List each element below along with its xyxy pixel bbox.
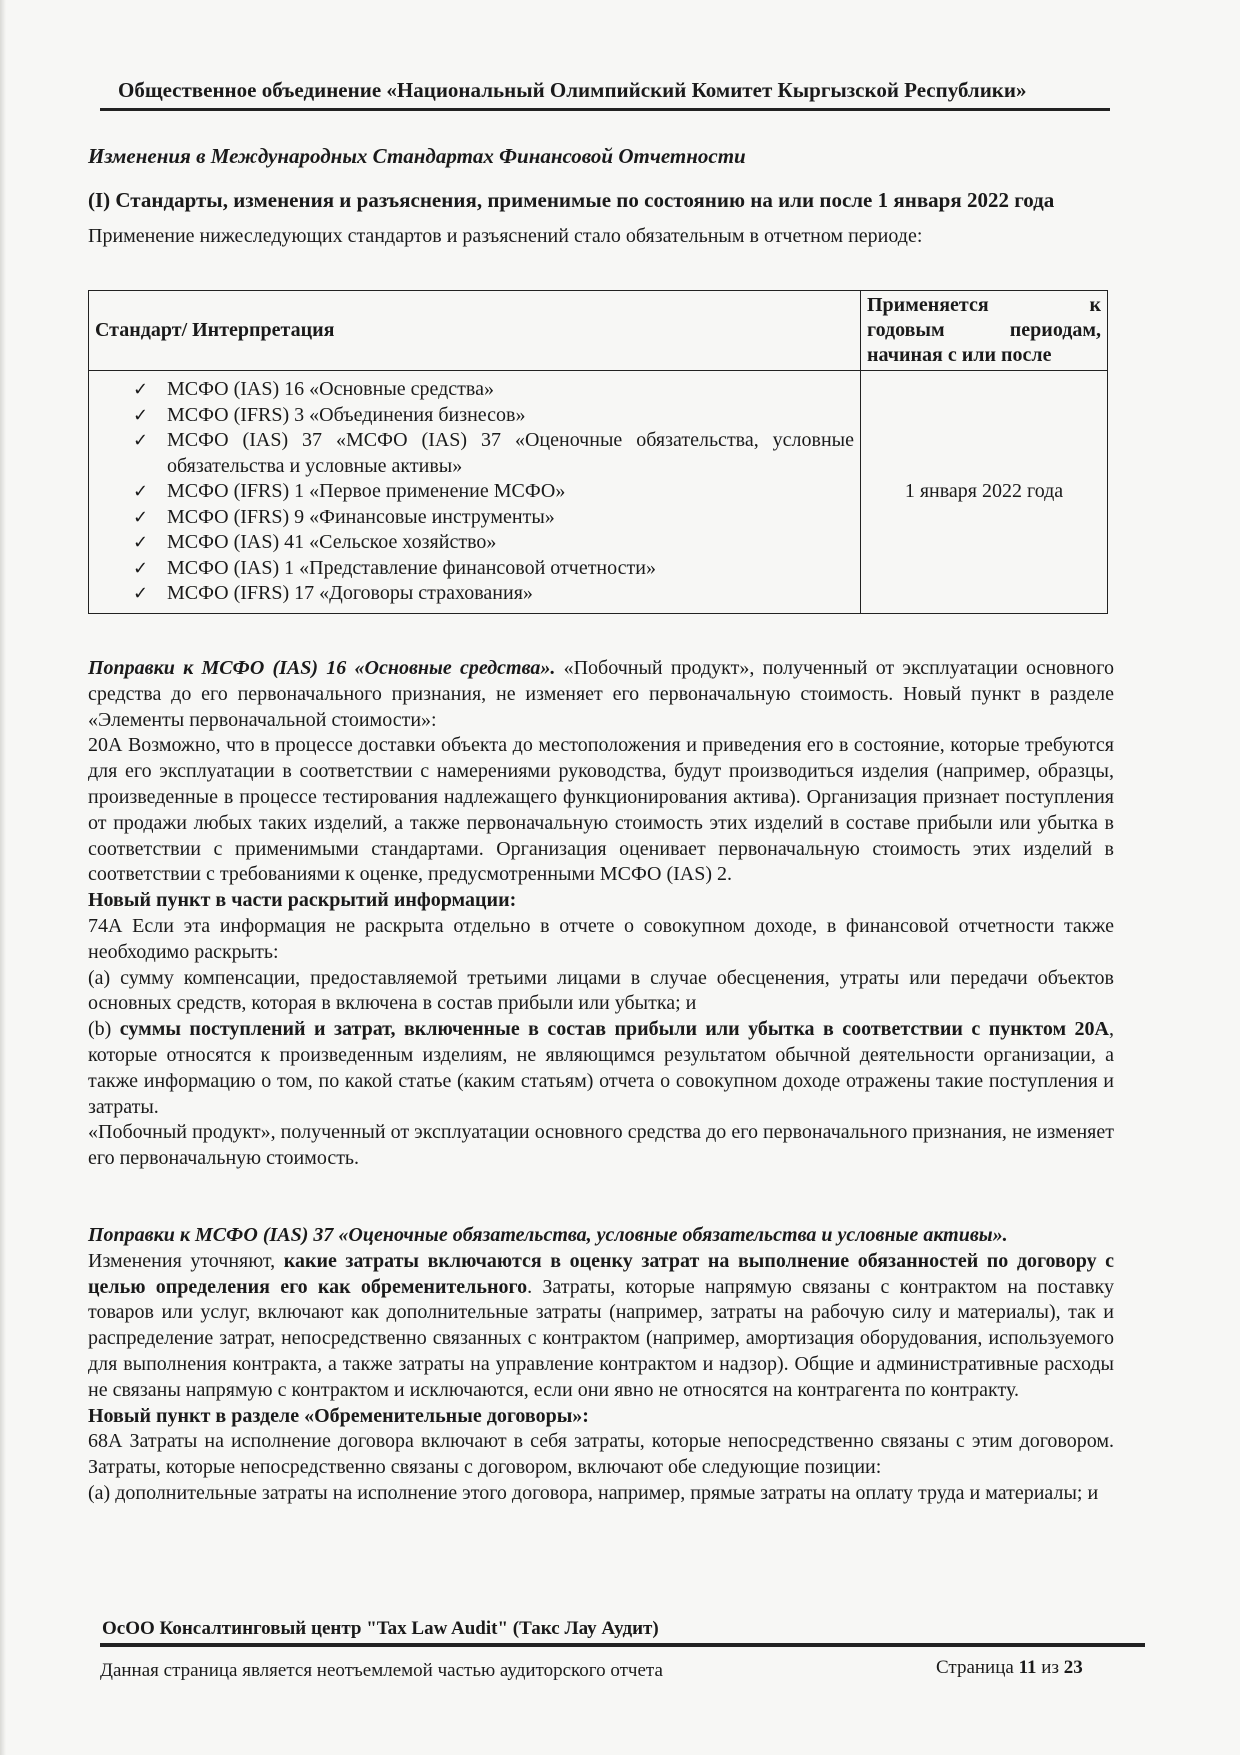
- list-item: [89, 479, 860, 505]
- check-icon: ✓: [133, 506, 149, 528]
- ias16-heading: Поправки к МСФО (IAS) 16 «Основные средства».: [88, 657, 556, 679]
- ias37-heading: Поправки к МСФО (IAS) 37 «Оценочные обязательства, условные обязательства и условные активы».: [88, 1224, 1008, 1246]
- column-header-line: Применяется к: [867, 294, 1101, 316]
- standards-list: [89, 377, 860, 607]
- list-item: [89, 377, 860, 403]
- ias37-text: [88, 1249, 1114, 1404]
- column-header-line: начиная с или после: [867, 344, 1052, 366]
- column-header-effective: [861, 291, 1108, 371]
- standard-name: МСФО (IFRS) 3 «Объединения бизнесов»: [167, 403, 526, 426]
- standard-name: МСФО (IAS) 37 «МСФО (IAS) 37 «Оценочные обязательства, условные обязательства и условные активы»: [167, 429, 854, 477]
- ias16-section: [88, 656, 1114, 1172]
- section-heading: (I) Стандарты, изменения и разъяснения, применимые по состоянию на или после 1 января 2022 года: [88, 188, 1055, 212]
- check-icon: ✓: [133, 557, 149, 579]
- section-title: Изменения в Международных Стандартах Финансовой Отчетности: [88, 144, 746, 168]
- footer-company: ОсОО Консалтинговый центр "Tax Law Audit" (Такс Лау Аудит): [102, 1618, 659, 1639]
- standard-name: МСФО (IFRS) 17 «Договоры страхования»: [167, 582, 533, 604]
- column-header-line: годовым периодам,: [867, 319, 1101, 341]
- paragraph-74a: 74А Если эта информация не раскрыта отдельно в отчете о совокупном доходе, в финансовой отчетности также необходимо раскрыть:: [88, 914, 1114, 963]
- scan-edge: [0, 0, 6, 1755]
- standards-cell: [89, 371, 861, 614]
- paragraph-20a: 20А Возможно, что в процессе доставки объекта до местоположения и приведения его в состояние, которые требуются для его эксплуатации в соответствии с намерениями руководства, будут производиться изделия (например, образцы, произведенные в процессе тестирования надлежащего функционирования актива). Организация признает поступления от продажи любых таких изделий, а также первоначальную стоимость этих изделий в составе прибыли или убытка в соответствии с применимыми стандартами. Организация оценивает первоначальную стоимость этих изделий в соответствии с требованиями к оценке, предусмотренными МСФО (IAS) 2.: [88, 734, 1114, 886]
- paragraph-68a: 68А Затраты на исполнение договора включают в себя затраты, которые непосредственно связаны с этим договором. Затраты, которые непосредственно связаны с договором, включают обе следующие позиции:: [88, 1430, 1114, 1479]
- page-number: [936, 1657, 1083, 1679]
- header-title: Общественное объединение «Национальный Олимпийский Комитет Кыргызской Республики»: [118, 78, 1027, 102]
- item-b: [88, 1017, 1114, 1120]
- ias37-section: [88, 1223, 1114, 1507]
- item-a: (а) сумму компенсации, предоставляемой третьими лицами в случае обесценения, утраты или передачи объектов основных средств, которая в включена в состав прибыли или убытка; и: [88, 966, 1114, 1015]
- ias16-intro: [88, 656, 1114, 733]
- ias37-text-rest: . Затраты, которые напрямую связаны с контрактом на поставку товаров или услуг, включают как дополнительные затраты (например, затраты на рабочую силу и материалы), так и распределение затрат, непосредственно связанных с контрактом (например, амортизация оборудования, используемого для выполнения контракта, а также затраты на управление контрактом и надзор). Общие и административные расходы не связаны напрямую с контрактом и исключаются, если они явно не относятся на контрагента по контракту.: [88, 1275, 1114, 1401]
- ias16-intro-text: «Побочный продукт», полученный от эксплуатации основного средства до его первоначального признания, не изменяет его первоначальную стоимость. Новый пункт в разделе «Элементы первоначальной стоимости»:: [88, 657, 1114, 731]
- page-current: 11: [1018, 1657, 1037, 1678]
- item-b-rest: , которые относятся к произведенным изделиям, не являющимся результатом обычной деятельности организации, а также информацию о том, по какой статье (каким статьям) отчета о совокупном доходе отражены такие поступления и затраты.: [88, 1018, 1114, 1118]
- item-b-bold: суммы поступлений и затрат, включенные в состав прибыли или убытка в соответствии с пунктом 20А: [119, 1018, 1109, 1041]
- item-b-prefix: (b): [88, 1018, 120, 1041]
- check-icon: ✓: [133, 481, 149, 502]
- disclosure-heading: Новый пункт в части раскрытий информации:: [88, 889, 517, 912]
- ias37-text-start: Изменения уточняют,: [88, 1249, 284, 1272]
- list-item: [89, 530, 860, 556]
- header-rule: [100, 108, 1110, 111]
- page-of: из: [1036, 1657, 1064, 1678]
- ias16-closing: «Побочный продукт», полученный от эксплуатации основного средства до его первоначального признания, не изменяет его первоначальную стоимость.: [88, 1121, 1114, 1170]
- list-item: [89, 403, 860, 429]
- check-icon: ✓: [133, 583, 149, 604]
- check-icon: ✓: [133, 430, 149, 451]
- column-header-standard: Стандарт/ Интерпретация: [89, 291, 861, 371]
- list-item: [89, 581, 860, 607]
- check-icon: ✓: [133, 379, 149, 400]
- new-item-heading: Новый пункт в разделе «Обременительные договоры»:: [88, 1404, 589, 1427]
- page-label: Страница: [936, 1657, 1019, 1678]
- ias37-text-bold: какие затраты включаются в оценку затрат на выполнение обязанностей по договору с целью определения его как обременительного: [88, 1249, 1114, 1298]
- intro-text: Применение нижеследующих стандартов и разъяснений стало обязательным в отчетном периоде:: [88, 225, 923, 247]
- standard-name: МСФО (IFRS) 9 «Финансовые инструменты»: [167, 505, 555, 528]
- standard-name: МСФО (IAS) 16 «Основные средства»: [167, 378, 494, 400]
- check-icon: ✓: [133, 404, 149, 426]
- footer-rule: [100, 1643, 1145, 1647]
- check-icon: ✓: [133, 532, 149, 553]
- list-item: [89, 428, 860, 479]
- effective-date: 1 января 2022 года: [861, 371, 1108, 614]
- standard-name: МСФО (IAS) 1 «Представление финансовой отчетности»: [167, 556, 656, 579]
- footer-note: Данная страница является неотъемлемой частью аудиторского отчета: [100, 1660, 663, 1681]
- page-total: 23: [1063, 1657, 1083, 1678]
- standard-name: МСФО (IFRS) 1 «Первое применение МСФО»: [167, 480, 566, 502]
- standard-name: МСФО (IAS) 41 «Сельское хозяйство»: [167, 531, 497, 553]
- standards-table: [88, 290, 1108, 614]
- list-item: [89, 505, 860, 531]
- ias37-item-a: (а) дополнительные затраты на исполнение этого договора, например, прямые затраты на оплату труда и материалы; и: [88, 1481, 1099, 1504]
- list-item: [89, 556, 860, 582]
